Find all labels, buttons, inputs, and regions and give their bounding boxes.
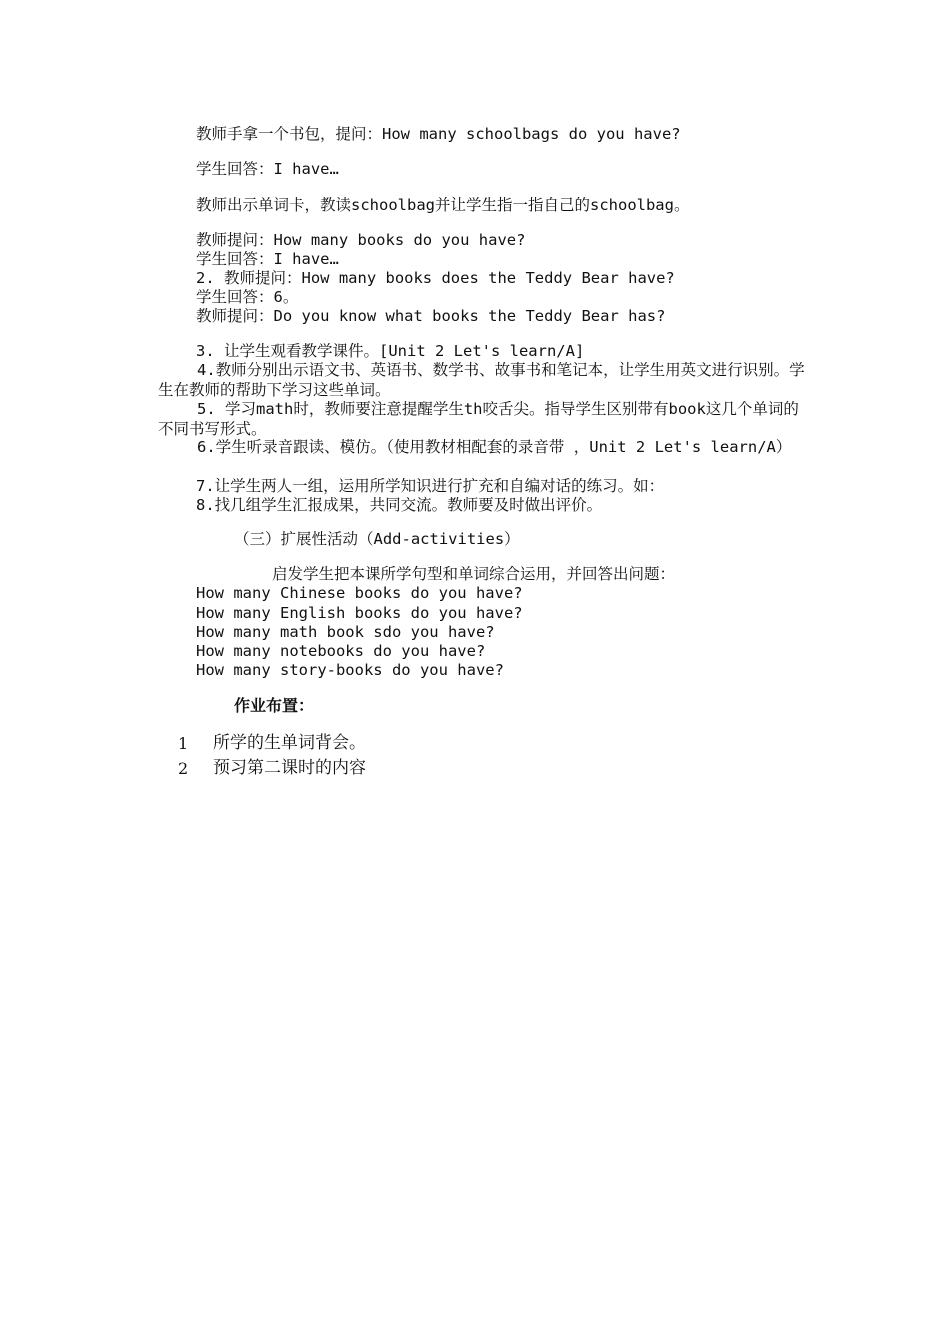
homework-item-number: 2 bbox=[178, 759, 189, 778]
paragraph-line: 教师手拿一个书包，提问：How many schoolbags do you have? bbox=[196, 125, 681, 143]
paragraph-line: 8.找几组学生汇报成果，共同交流。教师要及时做出评价。 bbox=[196, 496, 603, 514]
paragraph-line: 教师提问：Do you know what books the Teddy Bear has? bbox=[196, 307, 666, 325]
question-line: How many math book sdo you have? bbox=[196, 623, 495, 641]
paragraph-line: 启发学生把本课所学句型和单词综合运用，并回答出问题： bbox=[272, 565, 676, 583]
paragraph-line: 7.让学生两人一组，运用所学知识进行扩充和自编对话的练习。如： bbox=[196, 477, 665, 495]
paragraph-wrapped: 5. 学习math时，教师要注意提醒学生th咬舌尖。指导学生区别带有book这几个单词的不同书写形式。 bbox=[158, 400, 799, 438]
question-line: How many Chinese books do you have? bbox=[196, 584, 523, 602]
paragraph-line: 3. 让学生观看教学课件。[Unit 2 Let's learn/A] bbox=[196, 342, 585, 360]
homework-item-text: 预习第二课时的内容 bbox=[213, 758, 366, 778]
paragraph-line: 教师提问：How many books do you have? bbox=[196, 231, 526, 249]
paragraph-line: 学生回答：6。 bbox=[196, 288, 299, 306]
paragraph-wrapped: 6.学生听录音跟读、模仿。（使用教材相配套的录音带 ，Unit 2 Let's learn/A） bbox=[197, 438, 792, 456]
paragraph-wrapped: 4.教师分别出示语文书、英语书、数学书、故事书和笔记本，让学生用英文进行识别。学生在教师的帮助下学习这些单词。 bbox=[158, 361, 805, 399]
homework-title: 作业布置： bbox=[234, 696, 315, 715]
paragraph-line: 学生回答：I have… bbox=[196, 250, 339, 268]
section-heading: （三）扩展性活动（Add-activities） bbox=[234, 530, 520, 548]
homework-item-number: 1 bbox=[178, 734, 189, 753]
question-line: How many story-books do you have? bbox=[196, 661, 504, 679]
question-line: How many English books do you have? bbox=[196, 604, 523, 622]
paragraph-line: 学生回答：I have… bbox=[196, 160, 339, 178]
homework-item-text: 所学的生单词背会。 bbox=[213, 733, 366, 753]
paragraph-line: 教师出示单词卡，教读schoolbag并让学生指一指自己的schoolbag。 bbox=[196, 196, 690, 214]
question-line: How many notebooks do you have? bbox=[196, 642, 486, 660]
paragraph-line: 2. 教师提问：How many books does the Teddy Bear have? bbox=[196, 269, 675, 287]
